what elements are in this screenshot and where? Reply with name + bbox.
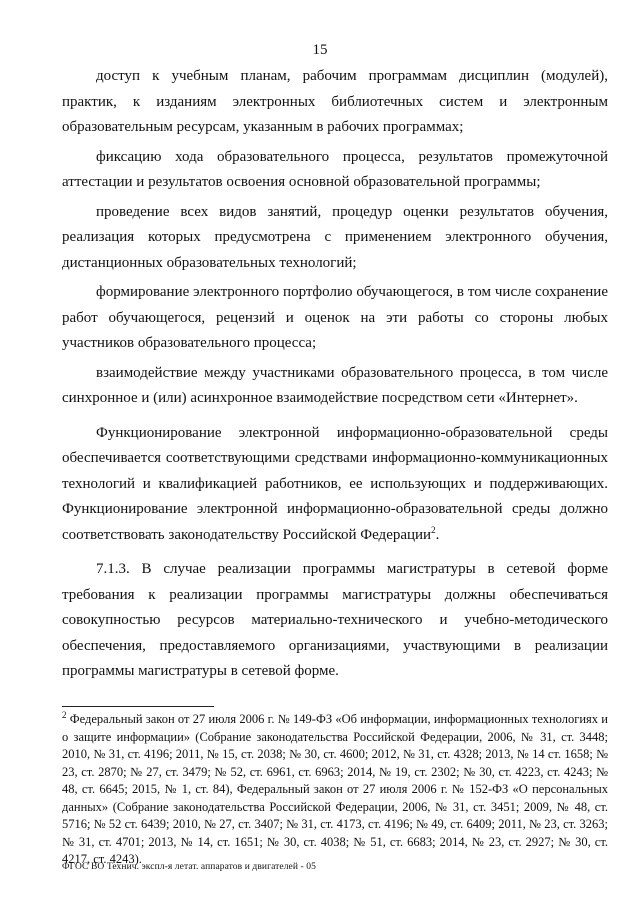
paragraph-portfolio: формирование электронного портфолио обучающегося, в том числе сохранение работ обучающегося, рецензий и оценок на эти работы со стороны любых участников образовательного процесса; — [62, 284, 608, 351]
paragraph-access: доступ к учебным планам, рабочим программам дисциплин (модулей), практик, к изданиям электронных библиотечных систем и электронным образовательным ресурсам, указанным в рабочих программах; — [62, 68, 608, 135]
page-number: 15 — [312, 42, 328, 58]
footnote-reference[interactable]: 2 — [431, 524, 436, 535]
footnote-text: Федеральный закон от 27 июля 2006 г. № 149-ФЗ «Об информации, информационных технологиях и о защите информации» (Собрание законодательства Российской Федерации, 2006, № 31, ст. 3448; 2010, № 31, ст. 4196; 2011, № 15, ст. 2038; № 30, ст. 4600; 2012, № 31, ст. 4328; 2013, № 14 ст. 1658; № 23, ст. 2870; № 27, ст. 3479; № 52, ст. 6961, ст. 6963; 2014, № 19, ст. 2302; № 30, ст. 4223, ст. 4243; № 48, ст. 6645; 2015, № 1, ст. 84), Федеральный закон от 27 июля 2006 г. № 152-ФЗ «О персональных данных» (Собрание законодательства Российской Федерации, 2006, № 31, ст. 3451; 2009, № 48, ст. 5716; № 52 ст. 6439; 2010, № 27, ст. 3407; № 31, ст. 4173, ст. 4196; № 49, ст. 6409; 2011, № 23, ст. 3263; № 31, ст. 4701; 2013, № 14, ст. 1651; № 30, ст. 4038; № 51, ст. 6683; 2014, № 23, ст. 2927; № 30, ст. 4217, ст. 4243). — [62, 712, 608, 866]
paragraph-interaction: взаимодействие между участниками образовательного процесса, в том числе синхронное и (или) асинхронное взаимодействие посредством сети «Интернет». — [62, 364, 608, 406]
document-code: ФГОС ВО Технич. экспл-я летат. аппаратов и двигателей - 05 — [62, 862, 316, 872]
footnote — [62, 711, 608, 869]
paragraph-functioning-text: Функционирование электронной информационно-образовательной среды обеспечивается соответствующими средствами информационно-коммуникационных технологий и квалификацией работников, ее использующих и поддерживающих. Функционирование электронной информационно-образовательной среды должно соответствовать законодательству Российской Федерации — [62, 424, 608, 543]
footnote-separator — [62, 706, 214, 707]
footnote-marker: 2 — [62, 709, 67, 720]
paragraph-network-form: 7.1.3. В случае реализации программы магистратуры в сетевой форме требования к реализации программы магистратуры должны обеспечиваться совокупностью ресурсов материально-технического и учебно-методического обеспечения, предоставляемого организациями, участвующими в реализации программы магистратуры в сетевой форме. — [62, 561, 608, 679]
main-text — [62, 64, 608, 689]
paragraph-classes: проведение всех видов занятий, процедур оценки результатов обучения, реализация которых предусмотрена с применением электронного обучения, дистанционных образовательных технологий; — [62, 203, 608, 271]
paragraph-functioning-end: . — [435, 526, 440, 543]
paragraph-functioning — [62, 421, 608, 549]
paragraph-fixation: фиксацию хода образовательного процесса, результатов промежуточной аттестации и результатов освоения основной образовательной программы; — [62, 148, 608, 190]
